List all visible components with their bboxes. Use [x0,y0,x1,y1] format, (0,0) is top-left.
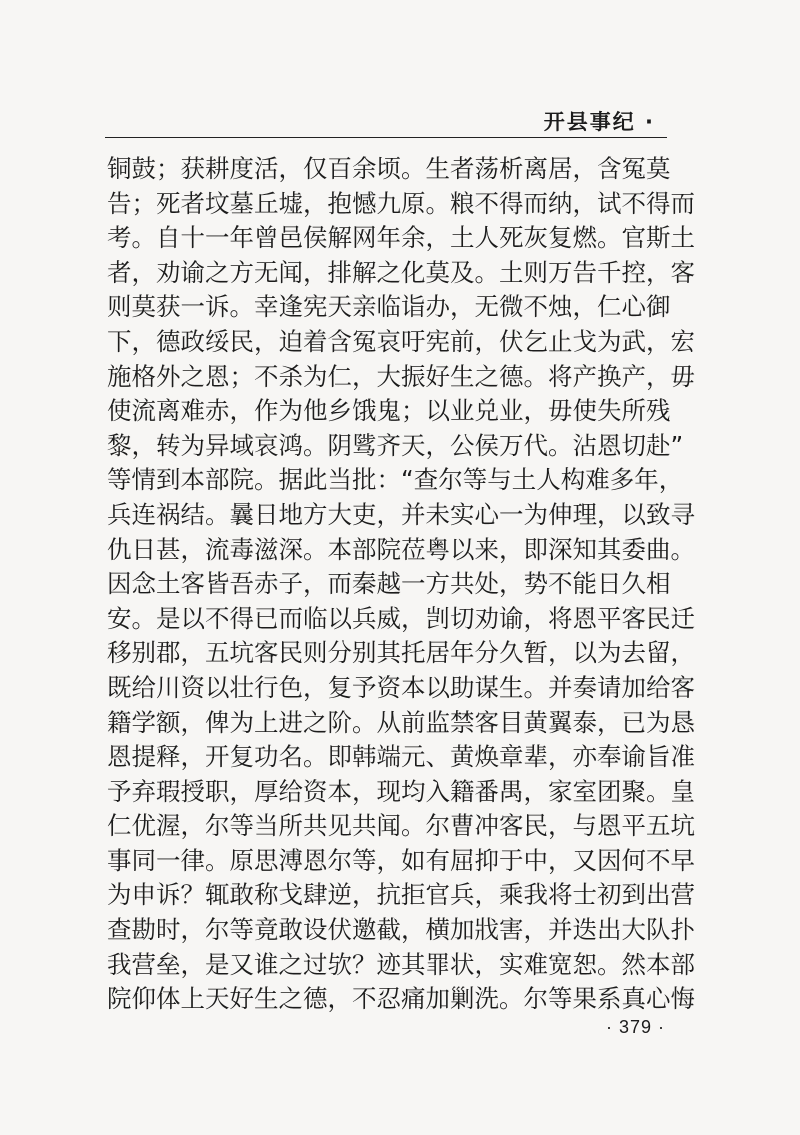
text-line: 恩提释，开复功名。即韩端元、黄焕章辈，亦奉谕旨准 [107,742,695,772]
text-line: 者，劝谕之方无闻，排解之化莫及。土则万告千控，客 [107,257,695,287]
text-line: 院仰体上天好生之德，不忍痛加剿洗。尔等果系真心悔 [107,984,695,1014]
text-line: 则莫获一诉。幸逢宪天亲临诣办，无微不烛，仁心御 [107,292,671,322]
text-line: 仁优渥，尔等当所共见共闻。尔曹冲客民，与恩平五坑 [107,811,695,841]
header-rule [105,137,667,138]
running-header [105,108,667,138]
text-line: 予弃瑕授职，厚给资本，现均入籍番禺，家室团聚。皇 [107,776,695,806]
page-number: · 379 · [605,1017,665,1037]
text-line: 移别郡，五坑客民则分别其托居年分久暂，以为去留， [107,638,695,668]
text-line: 黎，转为异域哀鸿。阴骘齐天，公侯万代。沾恩切赴” [107,430,684,460]
text-line: 事同一律。原思溥恩尔等，如有屈抑于中，又因何不早 [107,845,695,875]
text-line: 兵连祸结。曩日地方大吏，并未实心一为伸理，以致寻 [107,499,695,529]
text-line: 考。自十一年曾邑侯解网年余，土人死灰复燃。官斯土 [107,223,695,253]
text-line: 我营垒，是又谁之过欤？迹其罪状，实难宽恕。然本部 [107,949,695,979]
text-line: 因念土客皆吾赤子，而秦越一方共处，势不能日久相 [107,569,671,599]
header-title: 开县事纪 · [543,110,655,134]
text-line: 告；死者坟墓丘墟，抱憾九原。粮不得而纳，试不得而 [107,188,695,218]
text-line: 仇日甚，流毒滋深。本部院莅粤以来，即深知其委曲。 [107,534,695,564]
text-line: 为申诉？辄敢称戈肆逆，抗拒官兵，乘我将士初到出营 [107,880,695,910]
text-line: 查勘时，尔等竟敢设伏邀截，横加戕害，并迭出大队扑 [107,915,695,945]
text-line: 下，德政绥民，迫着含冤哀吁宪前，伏乞止戈为武，宏 [107,326,695,356]
body-text [107,152,695,1017]
text-line: 使流离难赤，作为他乡饿鬼；以业兑业，毋使失所残 [107,396,671,426]
text-line: 籍学额，俾为上进之阶。从前监禁客目黄翼泰，已为恳 [107,707,695,737]
text-line: 等情到本部院。据此当批：“查尔等与土人构难多年， [107,465,684,495]
text-line: 安。是以不得已而临以兵威，剀切劝谕，将恩平客民迁 [107,603,695,633]
text-line: 施格外之恩；不杀为仁，大振好生之德。将产换产，毋 [107,361,695,391]
text-line: 既给川资以壮行色，复予资本以助谋生。并奏请加给客 [107,672,695,702]
text-line: 铜鼓；获耕度活，仅百余顷。生者荡析离居，含冤莫 [107,154,671,183]
